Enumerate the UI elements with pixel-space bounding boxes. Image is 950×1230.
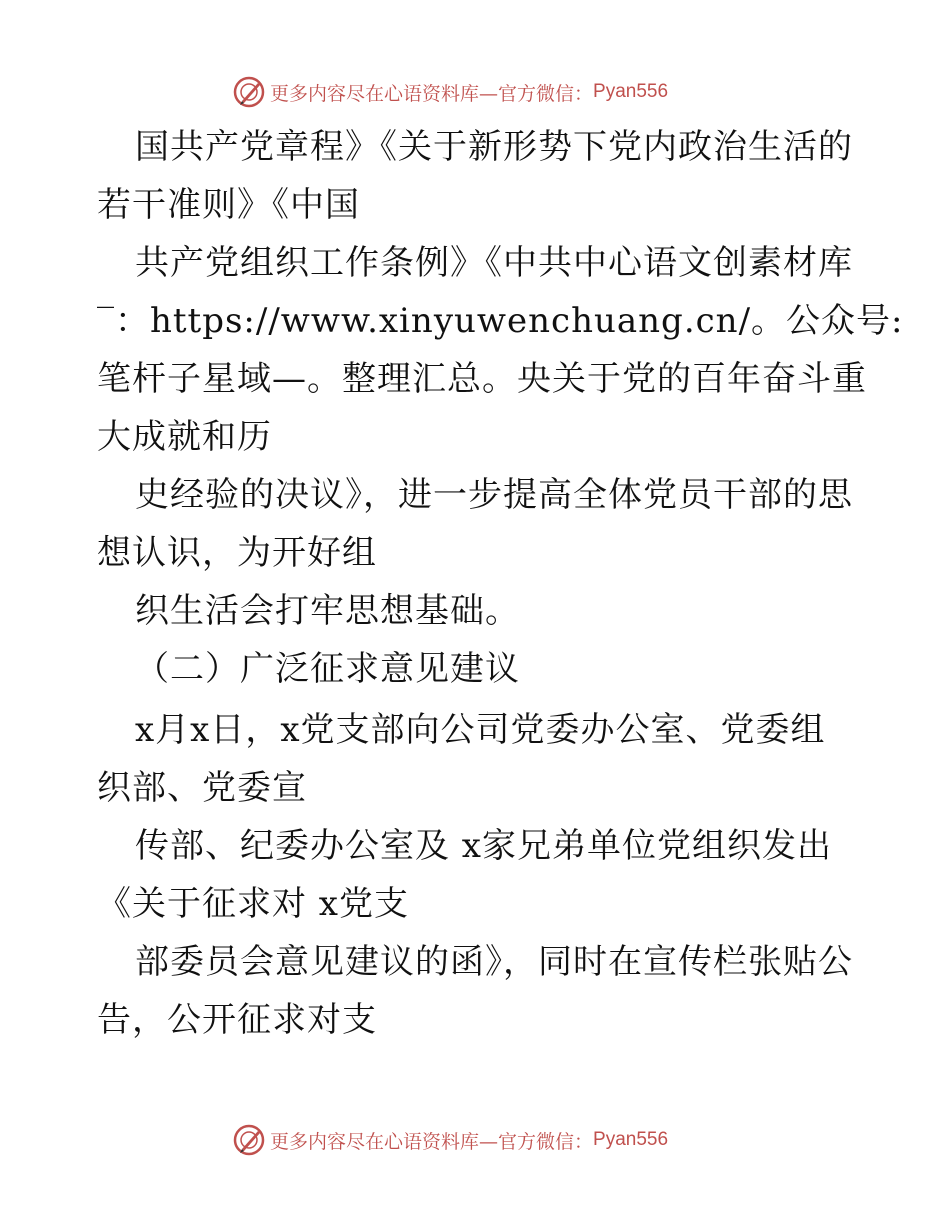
body-line: 想认识，为开好组: [97, 533, 377, 573]
pen-logo-icon: [232, 1123, 266, 1157]
banner-wechat-id: Pyan556: [593, 81, 669, 102]
body-line: 部委员会意见建议的函》，同时在宣传栏张贴公: [135, 942, 853, 982]
banner-text: 更多内容尽在心语资料库—官方微信：: [270, 82, 594, 105]
banner-text: 更多内容尽在心语资料库—官方微信：: [270, 1130, 594, 1153]
body-line: 大成就和历: [97, 417, 272, 457]
body-line: 若干准则》《中国: [97, 185, 360, 225]
body-line: 传部、纪委办公室及 x家兄弟单位党组织发出: [135, 826, 832, 866]
body-line: 共产党组织工作条例》《中共中心语文创素材库: [135, 243, 853, 283]
body-line: 告，公开征求对支: [97, 1000, 377, 1040]
body-line: x月x日，x党支部向公司党委办公室、党委组: [135, 710, 826, 750]
footer-watermark-banner: [232, 1120, 668, 1160]
body-line: 织生活会打牢思想基础。: [135, 591, 520, 631]
banner-wechat-id: Pyan556: [593, 1129, 669, 1150]
body-line: 国共产党章程》《关于新形势下党内政治生活的: [135, 127, 853, 167]
body-line: 笔杆子星域—。整理汇总。央关于党的百年奋斗重: [97, 359, 867, 399]
body-line: ‾：https://www.xinyuwenchuang.cn/。公众号:: [97, 301, 904, 341]
pen-logo-icon: [232, 75, 266, 109]
body-line: 《关于征求对 x党支: [97, 884, 409, 924]
section-heading: （二）广泛征求意见建议: [135, 649, 520, 689]
body-line: 织部、党委宣: [97, 768, 307, 808]
header-watermark-banner: [232, 72, 668, 112]
body-line: 史经验的决议》，进一步提高全体党员干部的思: [135, 475, 853, 515]
